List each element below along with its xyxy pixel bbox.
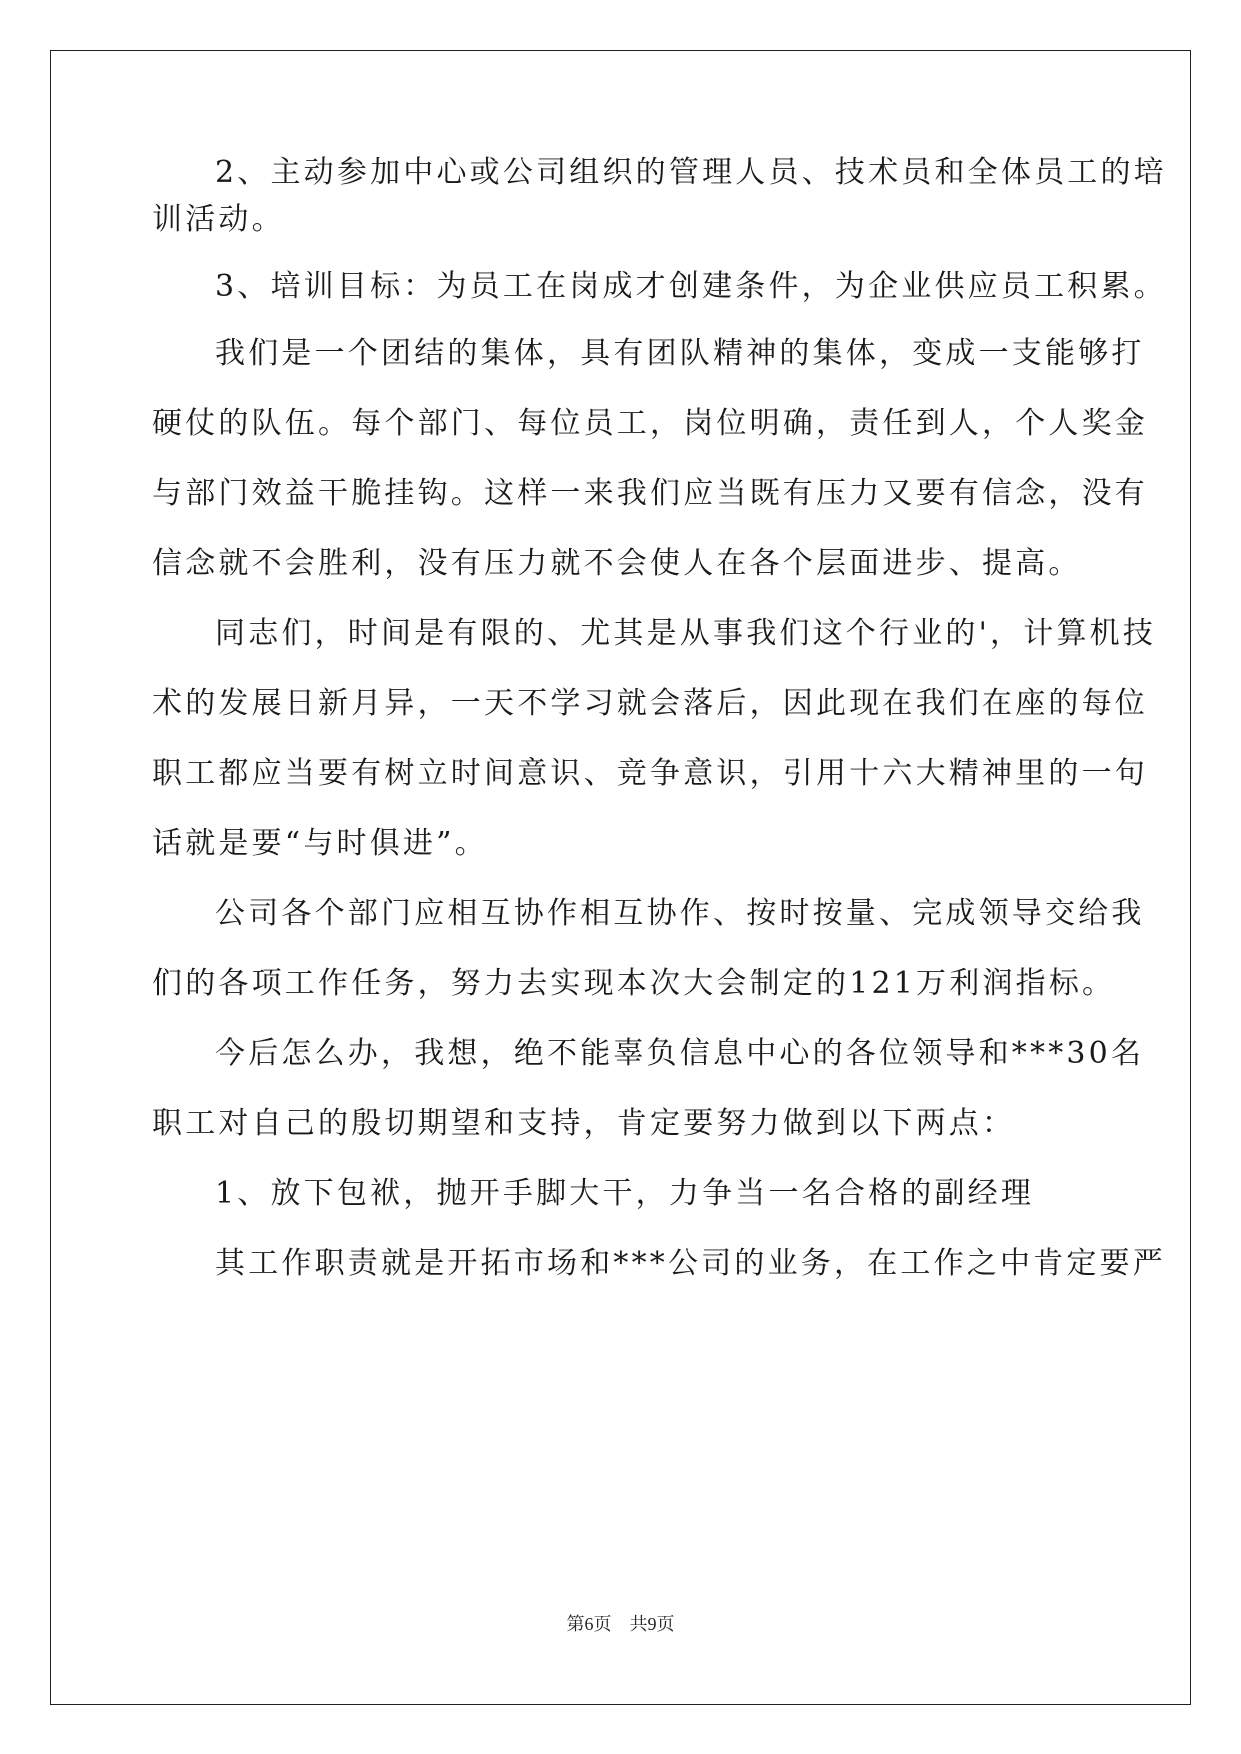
text-line: 与部门效益干脆挂钩。这样一来我们应当既有压力又要有信念，没有 [152, 476, 1148, 511]
text-line: 硬仗的队伍。每个部门、每位员工，岗位明确，责任到人，个人奖金 [152, 406, 1148, 441]
text-line: 其工作职责就是开拓市场和***公司的业务，在工作之中肯定要严 [215, 1246, 1166, 1281]
text-line: 信念就不会胜利，没有压力就不会使人在各个层面进步、提高。 [152, 546, 1082, 581]
text-line: 2、主动参加中心或公司组织的管理人员、技术员和全体员工的培 [215, 155, 1167, 190]
text-line: 职工对自己的殷切期望和支持，肯定要努力做到以下两点： [152, 1106, 1016, 1141]
text-line: 公司各个部门应相互协作相互协作、按时按量、完成领导交给我 [215, 896, 1145, 931]
text-line: 术的发展日新月异，一天不学习就会落后，因此现在我们在座的每位 [152, 686, 1148, 721]
text-line: 们的各项工作任务，努力去实现本次大会制定的121万利润指标。 [152, 966, 1116, 1001]
text-line: 1、放下包袱，抛开手脚大干，力争当一名合格的副经理 [215, 1176, 1035, 1211]
text-line: 训活动。 [152, 202, 285, 237]
page-number: 第6页 共9页 [566, 1614, 675, 1634]
text-line: 今后怎么办，我想，绝不能辜负信息中心的各位领导和***30名 [215, 1036, 1145, 1071]
text-line: 我们是一个团结的集体，具有团队精神的集体，变成一支能够打 [215, 336, 1145, 371]
text-line: 同志们，时间是有限的、尤其是从事我们这个行业的'，计算机技 [215, 616, 1157, 651]
text-line: 3、培训目标：为员工在岗成才创建条件，为企业供应员工积累。 [215, 269, 1167, 304]
text-line: 话就是要“与时俱进”。 [152, 826, 488, 861]
text-line: 职工都应当要有树立时间意识、竞争意识，引用十六大精神里的一句 [152, 756, 1148, 791]
